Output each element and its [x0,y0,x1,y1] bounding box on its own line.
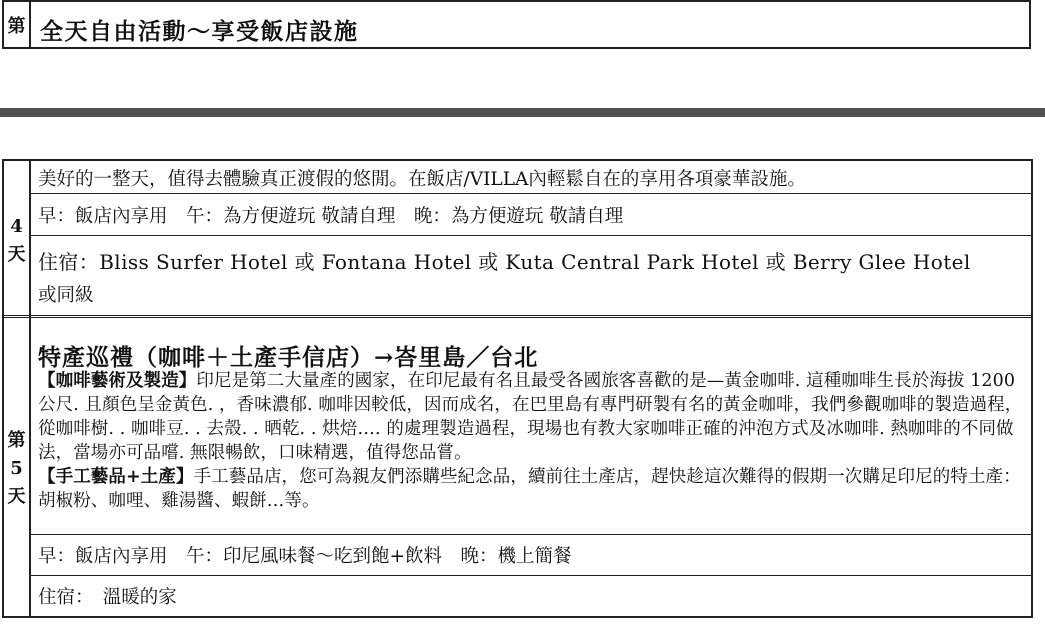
craft-label: 【手工藝品+土產】 [38,467,194,487]
day5-description [31,369,1031,529]
day5-title: 特產巡禮（咖啡＋土產手信店）→峇里島／台北 [38,344,539,371]
day4-day-label: 4 天 [4,161,31,321]
craft-text: 手工藝品店，您可為親友們添購些紀念品，續前往土產店，趕快趁這次難得的假期一次購足印尼的特土產：胡椒粉、咖哩、雞湯醬、蝦餅…等。 [38,467,1021,511]
divider [31,193,1031,194]
day3-day-label: 第 [4,2,31,47]
day3-header [2,0,1031,49]
day4-lodging-cont: 或同級 [38,285,94,306]
itinerary-table [2,159,1033,618]
divider [31,575,1031,576]
day4-meals: 早：飯店內享用 午：為方便遊玩 敬請自理 晚：為方便遊玩 敬請自理 [38,206,624,227]
coffee-label: 【咖啡藝術及製造】 [38,371,197,391]
day-divider [4,315,1031,318]
coffee-text: 印尼是第二大量產的國家，在印尼最有名且最受各國旅客喜歡的是—黃金咖啡. 這種咖啡生長於海拔 1200 公尺. 且顏色呈金黃色. ，香味濃郁. 咖啡因較低，因而成名，在巴里島有專門研製有名的黃金咖啡，我們參觀咖啡的製造過程，從咖啡樹. . 咖啡豆. . 去殼. . 晒乾. . 烘焙…. 的處理製造過程，現場也有教大家咖啡正確的沖泡方式及冰咖啡. 熱咖啡的不同做法，當場亦可品嚐. 無限暢飲，口味精選，值得您品嘗。 [38,371,1023,463]
coffee-paragraph [38,369,1031,465]
day5-meals: 早：飯店內享用 午：印尼風味餐～吃到飽+飲料 晚：機上簡餐 [38,546,572,567]
day5-lodging: 住宿： 溫暖的家 [38,587,177,608]
craft-paragraph [38,465,1031,513]
day5-day-label: 第 5 天 [4,321,31,616]
day4-summary: 美好的一整天，值得去體驗真正渡假的悠閒。在飯店/VILLA內輕鬆自在的享用各項豪華設施。 [38,169,806,190]
divider [31,534,1031,535]
day4-lodging: 住宿：Bliss Surfer Hotel 或 Fontana Hotel 或 Kuta Central Park Hotel 或 Berry Glee Hotel [38,250,971,274]
section-divider [0,108,1045,117]
divider [31,235,1031,236]
day3-title: 全天自由活動～享受飯店設施 [40,18,359,45]
